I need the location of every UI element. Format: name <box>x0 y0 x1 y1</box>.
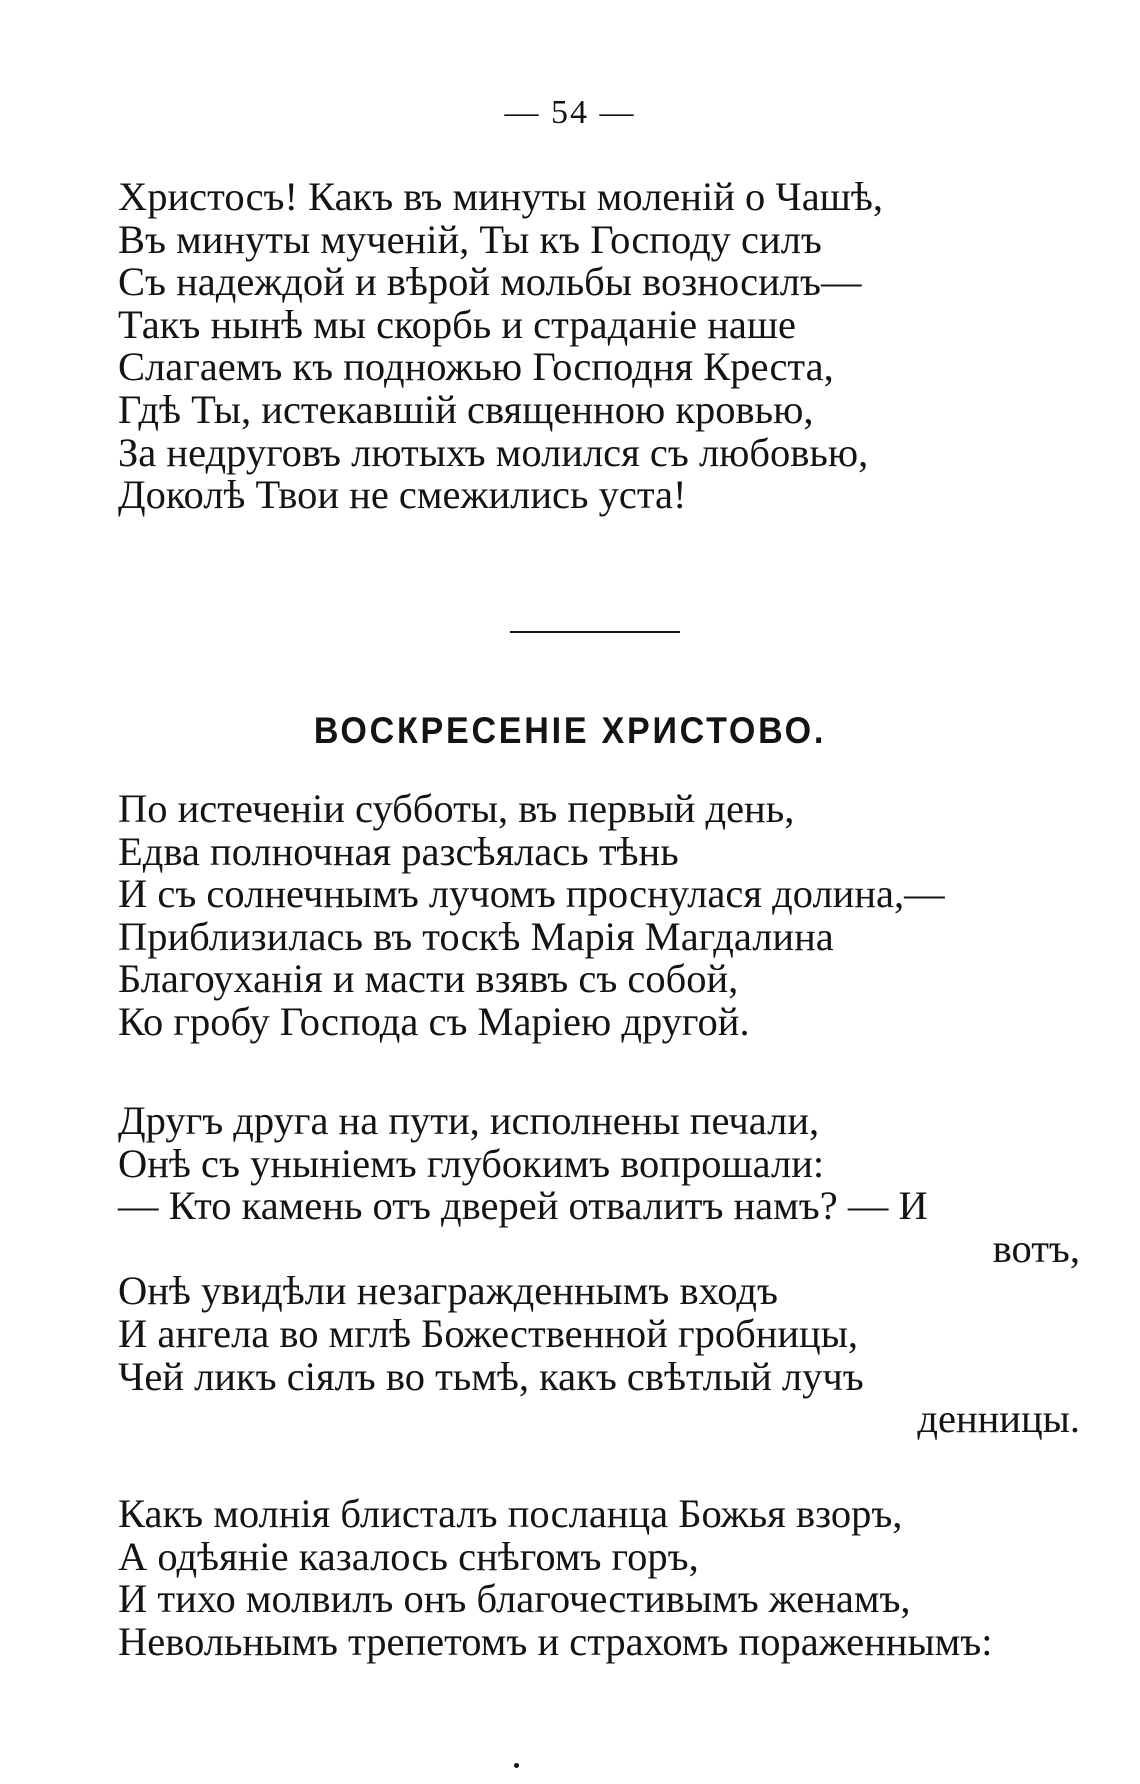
section-title: ВОСКРЕСЕНІЕ ХРИСТОВО. <box>313 710 827 751</box>
stanza-2 <box>118 788 945 1044</box>
verse-line: Невольнымъ трепетомъ и страхомъ пораженнымъ: <box>118 1618 993 1664</box>
verse-line: Гдѣ Ты, истекавшій священною кровью, <box>118 386 814 432</box>
stanza-4 <box>118 1493 993 1663</box>
verse-line: По истеченіи субботы, въ первый день, <box>118 786 795 831</box>
verse-line: Въ минуты мученій, Ты къ Господу силъ <box>118 216 822 262</box>
verse-line: Слагаемъ къ подножью Господня Креста, <box>118 344 834 390</box>
verse-line: Благоуханія и масти взявъ съ собой, <box>118 956 739 1002</box>
verse-line: Христосъ! Какъ въ минуты моленій о Чашѣ, <box>118 174 883 219</box>
stanza-3 <box>118 1100 1080 1441</box>
section-divider <box>510 631 680 633</box>
verse-line: Доколѣ Твои не смежились уста! <box>118 472 687 518</box>
verse-line: Такъ нынѣ мы скорбь и страданіе наше <box>118 301 796 347</box>
verse-line: Едва полночная разсѣялась тѣнь <box>118 828 679 874</box>
verse-line-continuation: вотъ, <box>992 1225 1080 1271</box>
verse-line: Ко гробу Господа съ Маріею другой. <box>118 998 750 1044</box>
verse-line: Съ надеждой и вѣрой мольбы возносилъ— <box>118 259 862 305</box>
stanza-1 <box>118 176 883 517</box>
verse-line: И тихо молвилъ онъ благочестивымъ женамъ, <box>118 1576 911 1622</box>
verse-line: Какъ молнія блисталъ посланца Божья взоръ, <box>118 1491 903 1536</box>
verse-line: Другъ друга на пути, исполнены печали, <box>118 1098 820 1143</box>
bottom-dot-mark <box>514 1763 519 1768</box>
verse-line: Приблизилась въ тоскѣ Марія Магдалина <box>118 913 834 959</box>
verse-line-continuation: денницы. <box>917 1396 1080 1442</box>
verse-line: И съ солнечнымъ лучомъ проснулася долина,— <box>118 871 945 917</box>
verse-line: За недруговъ лютыхъ молился съ любовью, <box>118 429 869 475</box>
verse-line: А одѣяніе казалось снѣгомъ горъ, <box>118 1533 699 1579</box>
verse-line: Чей ликъ сіялъ во тьмѣ, какъ свѣтлый лучъ <box>118 1353 864 1399</box>
verse-line: Онѣ увидѣли незагражденнымъ входъ <box>118 1268 778 1314</box>
verse-line: — Кто камень отъ дверей отвалитъ намъ? — И <box>118 1183 928 1229</box>
page-number: — 54 — <box>504 94 636 131</box>
verse-line: И ангела во мглѣ Божественной гробницы, <box>118 1310 859 1356</box>
verse-line: Онѣ съ уныніемъ глубокимъ вопрошали: <box>118 1140 825 1186</box>
